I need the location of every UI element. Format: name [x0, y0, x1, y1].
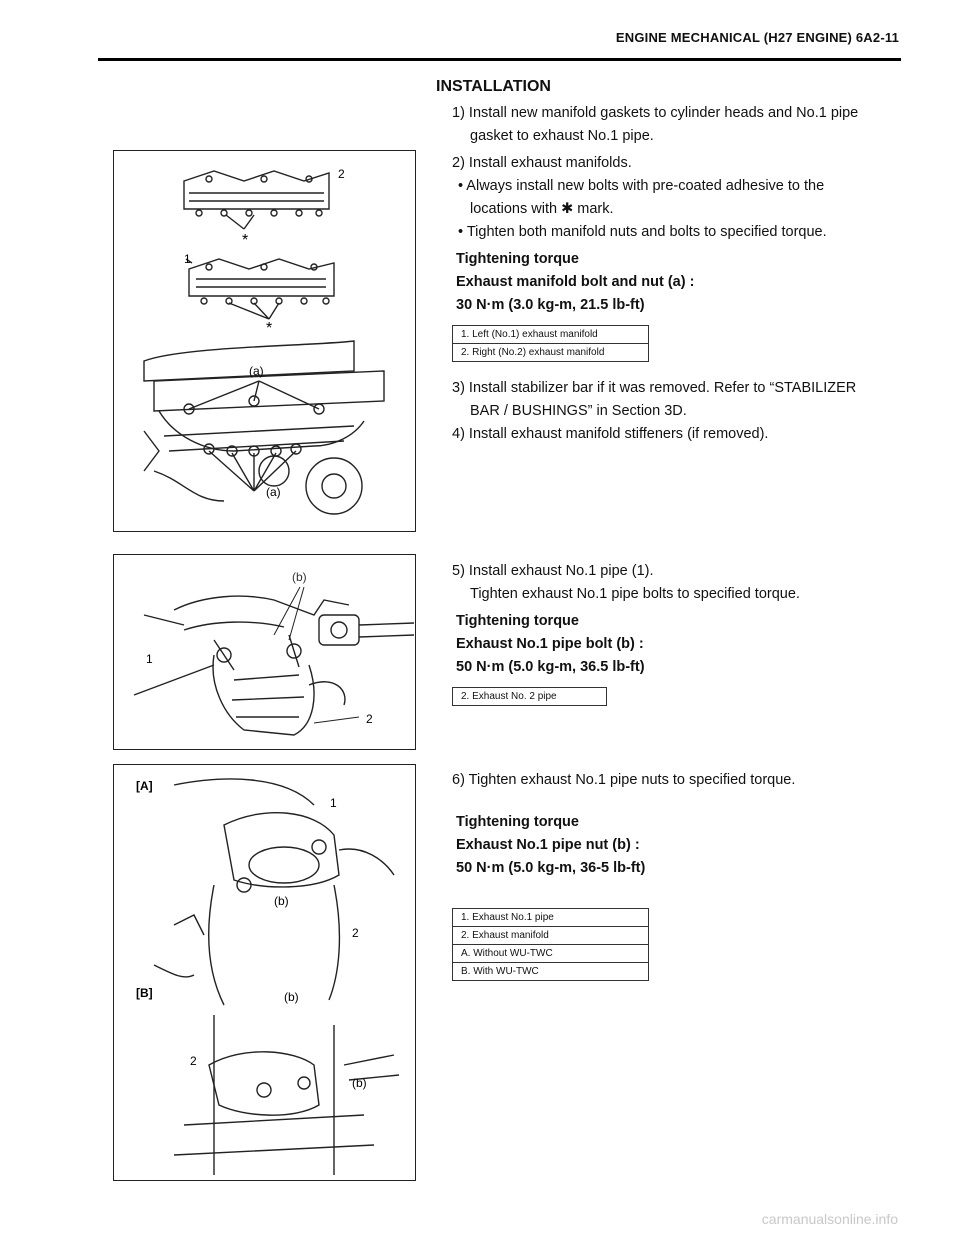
fig3-label-b2: (b)	[284, 990, 299, 1004]
fig2-label-b: (b)	[292, 570, 307, 584]
legend-figure-2	[452, 687, 607, 706]
legend-item: B. With WU-TWC	[453, 963, 649, 981]
step-4-line: 4) Install exhaust manifold stiffeners (if removed).	[452, 426, 769, 442]
step-2-torque-label: Tightening torque	[456, 251, 579, 267]
step-5-torque-value: 50 N·m (5.0 kg-m, 36.5 lb-ft)	[456, 659, 645, 675]
figure-exhaust-pipe-nuts	[113, 764, 416, 1181]
page-header	[98, 8, 901, 61]
fig1-label-a-bottom: (a)	[266, 485, 281, 499]
fig2-label-2: 2	[366, 712, 373, 726]
step-5-line-2: Tighten exhaust No.1 pipe bolts to specified torque.	[470, 586, 800, 602]
legend-item: 2. Exhaust No. 2 pipe	[453, 688, 607, 706]
legend-item: 2. Exhaust manifold	[453, 927, 649, 945]
step-6-line: 6) Tighten exhaust No.1 pipe nuts to specified torque.	[452, 772, 796, 788]
header-title: ENGINE MECHANICAL (H27 ENGINE) 6A2-11	[615, 30, 899, 45]
legend-item: 1. Left (No.1) exhaust manifold	[453, 326, 649, 344]
fig3-label-2: 2	[352, 926, 359, 940]
fig1-label-a-top: (a)	[249, 364, 264, 378]
figure-exhaust-pipe-bolts	[113, 554, 416, 750]
step-3-line-2: BAR / BUSHINGS” in Section 3D.	[470, 403, 687, 419]
figure-exhaust-manifolds	[113, 150, 416, 532]
step-5-line-1: 5) Install exhaust No.1 pipe (1).	[452, 563, 654, 579]
step-6-torque-item: Exhaust No.1 pipe nut (b) :	[456, 837, 640, 853]
section-title: INSTALLATION	[436, 78, 551, 95]
step-3-line-1: 3) Install stabilizer bar if it was removed. Refer to “STABILIZER	[452, 380, 857, 396]
step-2-bullet-1b: locations with ✱ mark.	[470, 201, 614, 217]
step-6-torque-label: Tightening torque	[456, 814, 579, 830]
fig3-label-B: [B]	[136, 986, 153, 1000]
pipe-nut-illustration	[114, 765, 415, 1180]
step-1-line-2: gasket to exhaust No.1 pipe.	[470, 128, 654, 144]
legend-figure-1	[452, 325, 649, 362]
legend-figure-3	[452, 908, 649, 981]
fig3-label-2b: 2	[190, 1054, 197, 1068]
fig1-label-2: 2	[338, 167, 345, 181]
step-2-bullet-1a: • Always install new bolts with pre-coated adhesive to the	[458, 178, 825, 194]
legend-item: 1. Exhaust No.1 pipe	[453, 909, 649, 927]
step-6-torque-value: 50 N·m (5.0 kg-m, 36-5 lb-ft)	[456, 860, 646, 876]
fig3-label-1: 1	[330, 796, 337, 810]
fig2-label-1: 1	[146, 652, 153, 666]
step-5-torque-label: Tightening torque	[456, 613, 579, 629]
legend-item: A. Without WU-TWC	[453, 945, 649, 963]
watermark: carmanualsonline.info	[761, 1211, 898, 1227]
step-2-bullet-2: • Tighten both manifold nuts and bolts to specified torque.	[458, 224, 827, 240]
fig1-star-bottom: *	[266, 320, 273, 337]
legend-item: 2. Right (No.2) exhaust manifold	[453, 344, 649, 362]
manifold-illustration	[114, 151, 415, 531]
step-2-torque-item: Exhaust manifold bolt and nut (a) :	[456, 274, 695, 290]
step-2-line: 2) Install exhaust manifolds.	[452, 155, 632, 171]
fig3-label-b1: (b)	[274, 894, 289, 908]
fig1-label-1: 1	[184, 252, 191, 266]
step-1-line-1: 1) Install new manifold gaskets to cylinder heads and No.1 pipe	[452, 105, 859, 121]
pipe-bolt-illustration	[114, 555, 415, 749]
fig3-label-b3: (b)	[352, 1076, 367, 1090]
step-5-torque-item: Exhaust No.1 pipe bolt (b) :	[456, 636, 644, 652]
fig3-label-A: [A]	[136, 779, 153, 793]
fig1-star-top: *	[242, 232, 249, 249]
step-2-torque-value: 30 N·m (3.0 kg-m, 21.5 lb-ft)	[456, 297, 645, 313]
